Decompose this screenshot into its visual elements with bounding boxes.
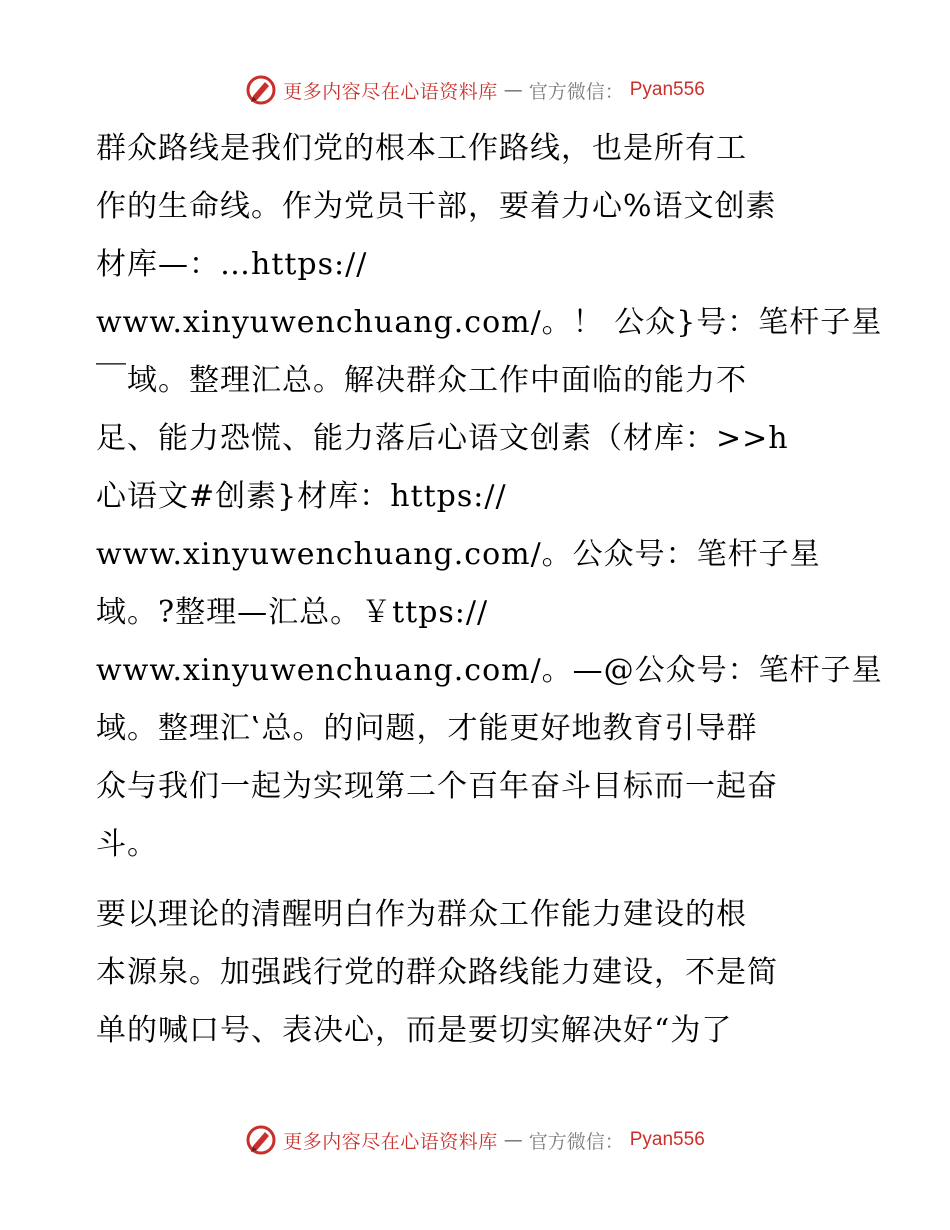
footer-banner [0,1120,950,1160]
header-wechat-id: Pyan556 [629,79,705,100]
text-line: 域。整理汇‛总。的问题，才能更好地教育引导群 [96,711,758,746]
paragraph-1 [96,120,883,874]
text-line: 心语文#创素}材库：https:// [96,479,507,514]
text-line: 斗。 [96,827,158,862]
text-line: 足、能力恐慌、能力落后心语文创素（材库：>>h [96,421,789,456]
header-banner-dash: — [503,79,523,101]
text-line: www.xinyuwenchuang.com/。—@公众号：笔杆子星 [96,653,883,688]
header-banner [0,70,950,110]
text-line: 群众路线是我们党的根本工作路线，也是所有工 [96,131,747,166]
paragraph-2 [96,886,856,1060]
text-line: www.xinyuwenchuang.com/。公众号：笔杆子星 [96,537,821,572]
brand-logo-icon [245,74,277,106]
header-official-label: 官方微信： [528,80,624,103]
footer-banner-dash: — [503,1129,523,1151]
text-line: 材库—：…https:// [96,247,368,282]
text-line: 本源泉。加强践行党的群众路线能力建设，不是简 [96,955,778,990]
paragraph-gap [96,874,856,886]
text-line: 众与我们一起为实现第二个百年奋斗目标而一起奋 [96,769,778,804]
text-line: 域。?整理—汇总。￥ttps:// [96,595,489,630]
text-line: 要以理论的清醒明白作为群众工作能力建设的根 [96,897,747,932]
text-line: ￣域。整理汇总。解决群众工作中面临的能力不 [96,363,747,398]
header-banner-text: 更多内容尽在心语资料库 [283,80,498,103]
text-line: www.xinyuwenchuang.com/。！ 公众}号：笔杆子星 [96,305,883,340]
text-line: 作的生命线。作为党员干部，要着力心%语文创素 [96,189,777,224]
footer-official-label: 官方微信： [528,1130,624,1153]
document-body [96,120,883,1060]
footer-banner-text: 更多内容尽在心语资料库 [283,1130,498,1153]
brand-logo-icon [245,1124,277,1156]
footer-wechat-id: Pyan556 [629,1129,705,1150]
text-line: 单的喊口号、表决心，而是要切实解决好“为了 [96,1013,733,1048]
